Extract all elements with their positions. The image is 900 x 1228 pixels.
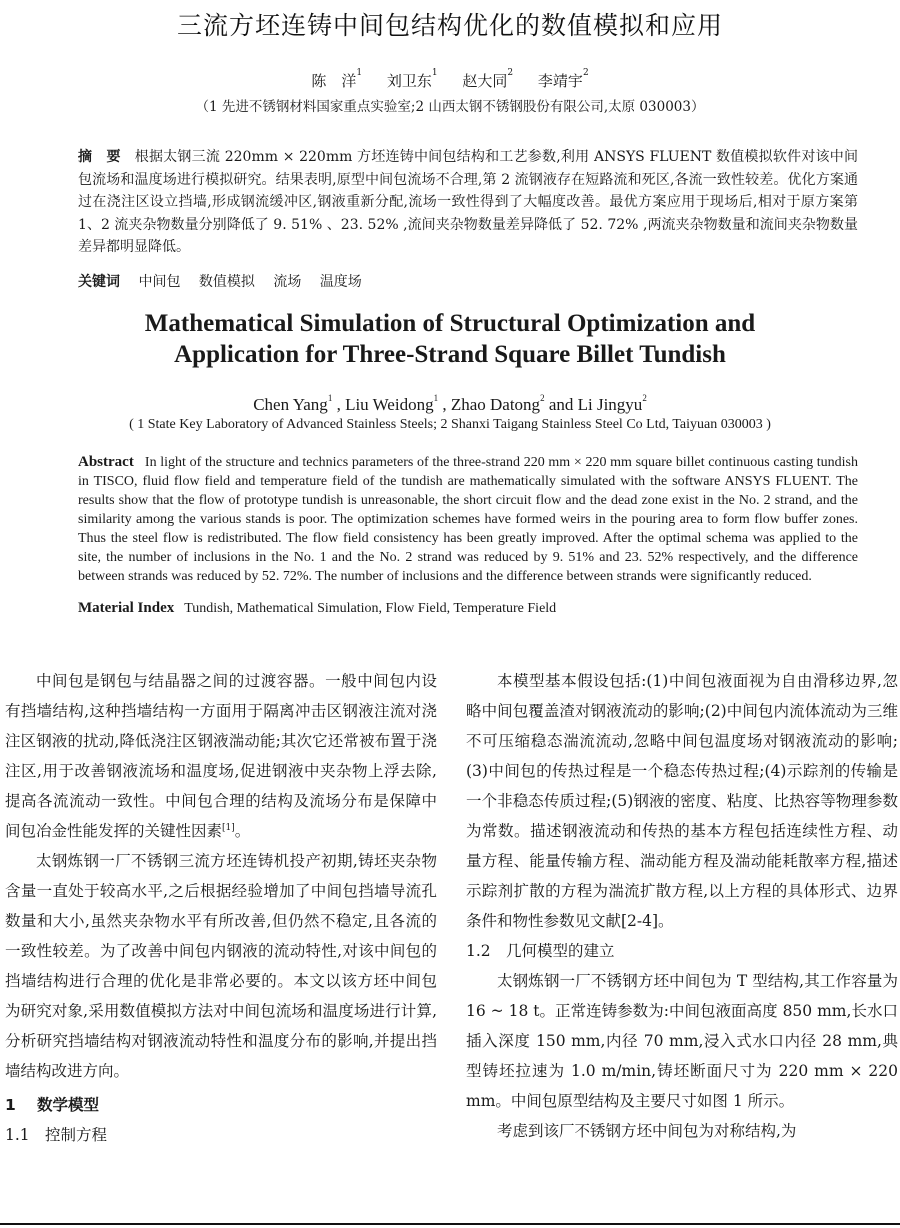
section-number: 1: [5, 1096, 16, 1114]
chinese-authors: [0, 70, 900, 91]
author: 刘卫东$^1$: [386, 68, 438, 90]
author-sup: 1: [327, 393, 333, 403]
keywords-label: 关键词: [78, 274, 120, 290]
section-heading: [5, 1090, 437, 1120]
subsection-heading: [466, 936, 898, 966]
chinese-affiliation: （1 先进不锈钢材料国家重点实验室;2 山西太钢不锈钢股份有限公司,太原 030003）: [195, 99, 705, 115]
paragraph: 太钢炼钢一厂不锈钢方坯中间包为 T 型结构,其工作容量为 16 ~ 18 t。正常连铸参数为:中间包液面高度 850 mm,长水口插入深度 150 mm,内径 70 mm,浸入式水口内径 28 mm,典型铸坯拉速为 1.0 m/min,铸坯断面尺寸为 220 mm × 220 mm。中间包原型结构及主要尺寸如图 1 所示。: [466, 972, 898, 1110]
paragraph-text: 中间包是钢包与结晶器之间的过渡容器。一般中间包内设有挡墙结构,这种挡墙结构一方面用于隔离冲击区钢液注流对浇注区钢液的扰动,降低浇注区钢液湍动能;其次它还常被布置于浇注区,用于改善钢液流场和温度场,促进钢液中夹杂物上浮去除,提高各流流动一致性。中间包合理的结构及流场分布是保障中间包冶金性能发挥的关键性因素: [5, 672, 437, 840]
author-sup: 2: [540, 393, 545, 403]
subsection-heading: [5, 1120, 437, 1150]
material-index: [78, 600, 556, 617]
abstract-label: Abstract: [78, 454, 134, 470]
keywords: [78, 271, 376, 291]
chinese-title: 三流方坯连铸中间包结构优化的数值模拟和应用: [176, 11, 723, 40]
body-column-left: [5, 666, 437, 1150]
body-column-right: [466, 666, 898, 1146]
abstract-label: 摘 要: [78, 149, 121, 165]
subsection-number: 1.2: [466, 942, 491, 960]
english-abstract: [78, 453, 858, 586]
english-affiliation: ( 1 State Key Laboratory of Advanced Stainless Steels; 2 Shanxi Taigang Stainless Steel Co Ltd, Taiyuan 030003 ): [129, 417, 771, 432]
author: Li Jingyu: [577, 395, 643, 414]
separator: ,: [332, 395, 346, 414]
paragraph: 太钢炼钢一厂不锈钢三流方坯连铸机投产初期,铸坯夹杂物含量一直处于较高水平,之后根据经验增加了中间包挡墙导流孔数量和大小,虽然夹杂物水平有所改善,但仍然不稳定,且各流的一致性较差。为了改善中间包内钢液的流动特性,对该中间包的挡墙结构进行合理的优化是非常必要的。本文以该方坯中间包为研究对象,采用数值模拟方法对中间包流场和温度场进行计算,分析研究挡墙结构对钢液流动特性和温度分布的影响,并提出挡墙结构改进方向。: [5, 852, 437, 1080]
paragraph: 考虑到该厂不锈钢方坯中间包为对称结构,为: [497, 1122, 797, 1140]
author: Zhao Datong: [450, 395, 541, 414]
english-title: [0, 308, 900, 370]
punctuation: 。: [234, 822, 251, 840]
author: Liu Weidong: [345, 395, 434, 414]
abstract-text: 根据太钢三流 220mm × 220mm 方坯连铸中间包结构和工艺参数,利用 ANSYS FLUENT 数值模拟软件对该中间包流场和温度场进行模拟研究。结果表明,原型中间包流场不合理,第 2 流钢液存在短路流和死区,各流一致性较差。优化方案通过在浇注区设立挡墙,形成钢流缓冲区,钢液重新分配,流场一致性得到了大幅度改善。最优方案应用于现场后,相对于原方案第 1、2 流夹杂物数量分别降低了 9. 51% 、23. 52% ,流间夹杂物数量差异降低了 52. 72% ,两流夹杂物数量和流间夹杂物数量差异都明显降低。: [78, 149, 859, 255]
keyword: 中间包: [138, 274, 181, 290]
paragraph: [5, 666, 437, 846]
keyword: 流场: [273, 274, 302, 290]
keyword: 温度场: [319, 274, 362, 290]
paragraph: 本模型基本假设包括:(1)中间包液面视为自由滑移边界,忽略中间包覆盖渣对钢液流动的影响;(2)中间包内流体流动为三维不可压缩稳态湍流流动,忽略中间包温度场对钢液流动的影响;(3)中间包的传热过程是一个稳态传热过程;(4)示踪剂的传输是一个非稳态传质过程;(5)钢液的密度、粘度、比热容等物理参数为常数。描述钢液流动和传热的基本方程包括连续性方程、动量方程、能量传输方程、湍动能方程及湍动能耗散率方程,描述示踪剂扩散的方程为湍流扩散方程,以上方程的具体形式、边界条件和物性参数见文献[2-4]。: [466, 672, 898, 930]
chinese-abstract: [78, 146, 858, 259]
author-sup: 1: [433, 393, 439, 403]
subsection-title: 几何模型的建立: [506, 942, 615, 960]
subsection-number: 1.1: [5, 1126, 30, 1144]
subsection-title: 控制方程: [45, 1126, 108, 1144]
author-sup: 2: [642, 393, 647, 403]
abstract-text: In light of the structure and technics parameters of the three-strand 220 mm × 220 mm square billet continuous casting tundish in TISCO, fluid flow field and temperature field of the tundish are mathematically simulated with the software ANSYS FLUENT. The results show that the flow of prototype tundish is unreasonable, the short circuit flow and the dead zone exist in the No. 2 strand, and the similarity among the various stands is poor. The optimization schemes have formed weirs in the pouring area to form flow buffer zones. Thus the steel flow is redistributed. The flow field consistency has been greatly improved. After the optimal schema was applied to the site, the number of inclusions in the No. 1 and the No. 2 strand was reduced by 9. 51% and 23. 52% respectively, and the difference between strands was reduced by 52. 72%. The number of inclusions and the difference between strands were significantly reduced.: [78, 455, 859, 584]
keyword: 数值模拟: [198, 274, 255, 290]
english-authors: [0, 395, 900, 415]
english-title-line: Application for Three-Strand Square Billet Tundish: [174, 341, 726, 368]
author: 陈 洋$^1$: [311, 68, 363, 90]
material-index-text: Tundish, Mathematical Simulation, Flow Field, Temperature Field: [184, 601, 557, 616]
english-title-line: Mathematical Simulation of Structural Optimization and: [144, 310, 756, 337]
author: Chen Yang: [253, 395, 328, 414]
citation-link[interactable]: [1]: [222, 823, 235, 833]
author: 李靖宇$^2$: [537, 68, 589, 90]
material-index-label: Material Index: [78, 600, 175, 616]
separator: and: [544, 395, 578, 414]
bottom-rule: [0, 1223, 900, 1225]
section-title: 数学模型: [37, 1096, 100, 1114]
author: 赵大同$^2$: [462, 68, 514, 90]
separator: ,: [438, 395, 451, 414]
